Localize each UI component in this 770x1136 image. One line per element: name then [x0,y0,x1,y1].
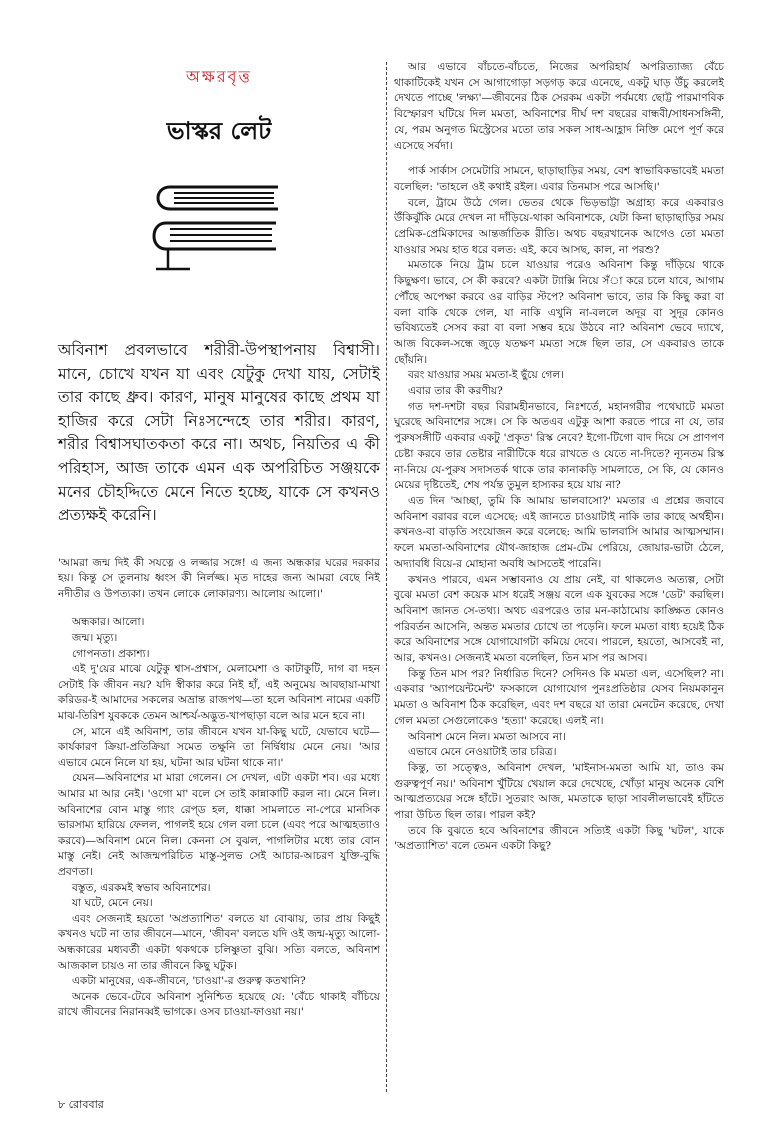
paragraph: এত দিন 'আচ্ছা, তুমি কি আমায় ভালবাসো?' মমতার এ প্রশ্নের জবাবে অবিনাশ বরাবর বলে এসেছে: এই জানতে চাওয়াটাই নাকি তার কাছে অর্থহীন। কখনও-বা বাড়তি সংযোজন করে বলেছে: আমি ভালবাসি আমার আত্মসম্মান। ফলে মমতা-অবিনাশের যৌথ-জাহাজ প্রেম-টেম পেরিয়ে, জোয়ার-ভাটা ঠেলে, অদ্যাবধি বিয়ে-র মোহানা অবধি আসতেই পারেনি। [394,494,724,570]
lead-paragraph: অবিনাশ প্রবলভাবে শরীরী-উপস্থাপনায় বিশ্বাসী। মানে, চোখে যখন যা এবং যেটুকু দেখা যায়, সেটাই তার কাছে ধ্রুব। কারণ, মানুষ মানুষের কাছে প্রথম যা হাজির করে সেটা নিঃসন্দেহে তার শরীর। কারণ, শরীর বিশ্বাসঘাতকতা করে না। অথচ, নিয়তির এ কী পরিহাস, আজ তাকে এমন এক অপরিচিত সঞ্জয়কে মনের চৌহদ্দিতে মেনে নিতে হচ্ছে, যাকে সে কখনও প্রত্যক্ষই করেনি। [58,341,380,525]
paragraph: তবে কি বুঝতে হবে অবিনাশের জীবনে সত্যিই একটা কিছু 'ঘটল', যাকে 'অপ্রত্যাশিত' বলে তেমন একটা কিছু? [394,824,724,853]
paragraph: অনেক ভেবে-টেবে অবিনাশ সুনিশ্চিত হয়েছে যে: 'বেঁচে থাকাই বাঁচিয়ে রাখে জীবনের নিরানব্বই ভাগকে। ওসব চাওয়া-ফাওয়া নয়।' [58,990,380,1019]
poem-line: জন্ম। মৃত্যু। [72,632,118,645]
paragraph: পার্ক সার্কাস সেমেটারি সামনে, ছাড়াছাড়ির সময়, বেশ স্বাভাবিকভাবেই মমতা বলেছিল: 'তাহলে ওই কথাই রইল। এবার তিনমাস পরে আসছি।' [394,165,724,193]
paragraph: একটা মানুষের, এক-জীবনে, 'চাওয়া'-র গুরুত্ব কতখানি? [72,975,306,988]
page-footer: ৮ রোববার [58,1098,104,1111]
paragraph: এই দু'য়ের মাঝে যেটুকু শ্বাস-প্রশ্বাস, মেলামেশা ও কাটাকুটি, দাগ বা দহন সেটাই কি জীবন নয়? যদি স্বীকার করে নিই হাঁ, এই অনুমেয় আবছায়া-মাখা করিডর-ই আমাদের সকলের অভ্রান্ত রাজপথ—তা হলে অবিনাশ নামের একটি মাঝ-তিরিশ যুবককে তেমন আশ্চর্য-অদ্ভুত-খাপছাড়া বলে আর মনে হবে না। [58,663,380,723]
poem-line: গোপনতা। প্রকাশ্য। [72,648,150,661]
paragraph: যেমন—অবিনাশের মা মারা গেলেন। সে দেখল, এটা একটা শব। এর মধ্যে আমার মা আর নেই। 'ওগো মা' বলে সে তাই কান্নাকাটি করল না। মেনে নিল। অবিনাশের বোন মাস্তু গ্যাং রেপ্‌ড হল, ধাক্কা সামলাতে না-পেরে মানসিক ভারসাম্য হারিয়ে ফেলল, পাগলই হয়ে গেল বলা চলে (এবং পরে আত্মহত্যাও করবে)—অবিনাশ মেনে নিল। কেননা সে বুঝল, পাগলিটার মধ্যে তার বোন মাস্তু নেই। নেই আজন্মপরিচিত মাস্তু-সুলভ সেই আচার-আচরণ যুক্তি-বুদ্ধি প্রবণতা। [58,772,380,878]
paragraph: আর এভাবে বাঁচতে-বাঁচতে, নিজের অপরিহার্য অপরিত্যাজ্য বেঁচে থাকাটিকেই যখন সে আগাগোড়া সড়গড় করে এনেছে, একটু ঘাড় উঁচু করলেই দেখতে পাচ্ছে 'লক্ষ্য'—জীবনের ঠিক সেরকম একটা পর্বমধ্যে ছোট্ট পারমাণবিক বিস্ফোরণ ঘটিয়ে দিল মমতা, অবিনাশের দীর্ঘ দশ বছরের বান্ধবী/সাধনসঙ্গিনী, যে, পরম অনুগত মিস্ট্রেসের মতো তার সকল সাধ-আহ্লাদ নিক্তি মেপে পূর্ণ করে এসেছে সর্বদা। [394,61,724,152]
paragraph: সে, মানে এই অবিনাশ, তার জীবনে যখন যা-কিছু ঘটে, যেভাবে ঘটে—কার্যকারণ ক্রিয়া-প্রতিক্রিয়া সমেত তক্ষুনি তা নির্দ্বিধায় মেনে নেয়। 'আর এভাবে মেনে নিলে যা হয়, ঘটনা আর ঘটনা থাকে না।' [58,725,380,769]
paragraph: কখনও পারবে, এমন সম্ভাবনাও যে প্রায় নেই, বা থাকলেও অত্যল্প, সেটা বুঝে মমতা বেশ কয়েক মাস ধরেই সঞ্জয় বলে এক যুবকের সঙ্গে 'ডেট' করছিল। অবিনাশ জানত সে-তথ্য। অথচ এরপরেও তার মন-কাঠামোয় কাঙ্ক্ষিত কোনও পরিবর্তন আসেনি, অন্তত মমতার চোখে তা পড়েনি। ফলে মমতা বাধ্য হয়েই ঠিক করে অবিনাশের সঙ্গে যোগাযোগটা কমিয়ে দেবে। পারলে, হয়তো, আসবেই না, আর, কখনও। সেজন্যই মমতা বলেছিল, তিন মাস পর আসব। [394,573,724,665]
paragraph: বলে, ট্রামে উঠে গেল। ভেতর থেকে ভিড়ভাট্টা অগ্রাহ্য করে একবারও উঁকিঝুঁকি মেরে দেখল না দাঁড়িয়ে-থাকা অবিনাশকে, যেটা কিনা ছাড়াছাড়ির সময় প্রেমিক-প্রেমিকাদের আন্তর্জাতিক রীতি। অথচ বছরখানেক আগেও তো মমতা যাওয়ার সময় হাত ধরে বলত: এই, কবে আসছ, কাল, না পরশু? [394,196,724,256]
poem-lines [72,614,380,662]
paragraph: কিন্তু, তা সত্ত্বেও, অবিনাশ দেখল, 'মাইনাস-মমতা আমি যা, তাও কম গুরুত্বপূর্ণ নয়।' অবিনাশ খুঁটিয়ে খেয়াল করে দেখেছে, খোঁড়া মানুষ অনেক বেশি আত্মপ্রত্যয়ের সঙ্গে হাঁটে। সুতরাং আজ, মমতাকে ছাড়া সাবলীলভাবেই হাঁটতে পারা উচিত ছিল তার। পারল কই? [394,761,724,822]
book-top-icon [158,187,278,209]
paragraph: যা ঘটে, মেনে নেয়। [72,897,153,910]
right-column [394,60,724,855]
left-column [58,60,380,1021]
paragraph: বরং যাওয়ার সময় মমতা-ই ছুঁয়ে গেল। [408,369,565,382]
paragraph: এবং সেজন্যই হয়তো 'অপ্রত্যাশিত' বলতে যা বোঝায়, তার প্রায় কিছুই কখনও ঘটে না তার জীবনে—মানে, 'জীবন' বলতে যদি ওই জন্ম-মৃত্যু আলো-অন্ধকারের মধ্যবর্তী একটা থকথকে চলিষ্ণুতা বুঝি। সত্যি বলতে, অবিনাশ আজকাল চায়ও না তার জীবনে কিছু ঘটুক। [58,912,380,972]
section-label: অক্ষরবৃত্ত [186,67,252,86]
paragraph: মমতাকে নিয়ে ট্রাম চলে যাওয়ার পরেও অবিনাশ কিন্তু দাঁড়িয়ে থাকে কিছুক্ষণ। ভাবে, সে কী করবে? একটা ট্যাক্সি নিয়ে সঁা করে চলে যাবে, আগাম পৌঁছে অপেক্ষা করবে ওর বাড়ির স্টপে? অবিনাশ ভাবে, তার কি কিছু করা বা বলা বাকি থেকে গেল, যা নাকি এখুনি না-বললে অদূর বা সুদূর কোনও ভবিষ্যতেই সেসব করা বা বলা সম্ভব হয়ে উঠবে না? অবিনাশ ভেবে দ্যাখে, আজ বিকেল-সন্ধে জুড়ে যতক্ষণ মমতা সঙ্গে ছিল তার, সে একবারও তাকে ছোঁয়নি। [394,259,724,366]
book-bottom-icon [154,223,276,269]
column-divider [386,62,387,1092]
poem-line: অন্ধকার। আলো। [72,616,145,629]
paragraph: গত দশ-দশটা বছর বিরামহীনভাবে, নিঃশর্তে, মহানগরীর পথেঘাটে মমতা ঘুরেছে অবিনাশের সঙ্গে। সে কি অতএব এটুকু আশা করতে পারে না যে, তার পুরুষসঙ্গীটি একবার একটু 'প্রকৃত' রিস্ক নেবে? ইগো-টিগো বাদ দিয়ে সে প্রাণপণ চেষ্টা করবে তার তেষ্টার নারীটিকে ধরে রাখতে ও যেতে না-দিতে? ন্যূনতম রিস্ক না-নিয়ে যে-পুরুষ সদাসতর্ক থাকে তার কানাকড়ি সামলাতে, সে কি, যে কোনও মেয়ের দৃষ্টিতেই, শেষ পর্যন্ত তুমুল হাস্যকর হয়ে যায় না? [394,400,724,492]
books-illustration [150,179,282,275]
paragraph: এভাবে মেনে নেওয়াটাই তার চরিত্র। [408,746,557,759]
paragraph: বস্তুত, এরকমই স্বভাব অবিনাশের। [72,881,211,894]
left-body-text [58,662,380,1021]
paragraph: কিন্তু তিন মাস পর? নির্ধারিত দিনে? সেদিনও কি মমতা এল, এসেছিল? না। একবার 'অ্যাপয়েন্টমেন্ট' ফসকালে যোগাযোগ পুনঃপ্রতিষ্ঠার যেসব নিয়মকানুন মমতা ও অবিনাশ ঠিক করেছিল, এবং দশ বছরে যা তারা মেনটেন করেছে, দেখা গেল মমতা সেগুলোকেও 'হত্যা' করেছে। এলই না। [394,667,724,727]
paragraph: অবিনাশ মেনে নিল। মমতা আসবে না। [408,730,566,743]
epigraph-quote: 'আমরা জন্ম দিই কী সযত্নে ও লজ্জার সঙ্গে! এ জন্য অন্ধকার ঘরের দরকার হয়। কিন্তু সে তুলনায় ধ্বংস কী নির্লজ্জ। মৃত দাহের জন্য আমরা বেছে নিই নদীতীর ও উপত্যকা। তখন লোকে লোকারণ্য। আলোয় আলো।' [58,556,380,600]
paragraph: এবার তার কী করণীয়? [408,385,503,398]
article-title: ভাস্কর লেট [166,116,272,145]
